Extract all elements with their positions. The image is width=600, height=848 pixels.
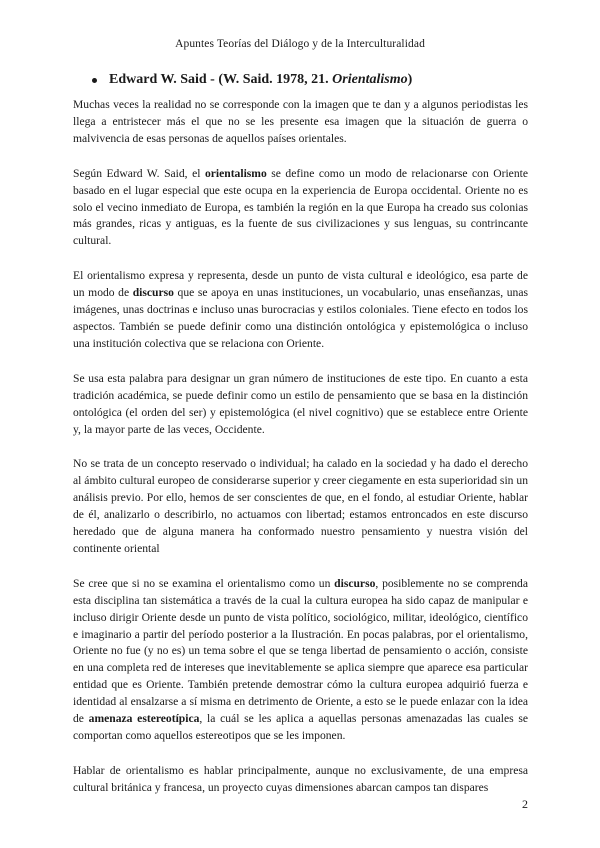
document-body — [73, 97, 528, 815]
heading-text: Edward W. Said - (W. Said. 1978, 21. Orientalismo) — [109, 72, 413, 87]
paragraph-1: Muchas veces la realidad no se corresponde con la imagen que te dan y a algunos periodistas les llega a entristecer más el que no se les presente esa imagen que la situación de guerra o malvivencia de esas personas de aquellos países orientales. — [73, 98, 528, 145]
heading-italic-title: Orientalismo — [332, 72, 408, 87]
term-discurso-2: discurso — [334, 576, 376, 590]
paragraph-2: Según Edward W. Said, el orientalismo se define como un modo de relacionarse con Oriente basado en el lugar especial que este ocupa en la experiencia de Europa occidental. Oriente no es solo el vecino inmediato de Europa, es también la región en la que Europa ha creado sus colonias más grandes, ricas y antiguas, es la fuente de sus civilizaciones y sus lenguas, su contrincante cultural. — [73, 166, 528, 248]
paragraph-3: El orientalismo expresa y representa, desde un punto de vista cultural e ideológico, esa parte de un modo de discurso que se apoya en unas instituciones, un vocabulario, unas enseñanzas, unas imágenes, unas doctrinas e incluso unas burocracias y estilos coloniales. Tiene efecto en todos los aspectos. También se puede definir como una distinción ontológica y epistemológica o incluso una institución colectiva que se relaciona con Oriente. — [73, 269, 528, 350]
paragraph-4: Se usa esta palabra para designar un gran número de instituciones de este tipo. En cuanto a esta tradición académica, se puede definir como un estilo de pensamiento que se basa en la distinción ontológica (el orden del ser) y epistemológica (el nivel cognitivo) que se establece entre Oriente y, la mayor parte de las veces, Occidente. — [73, 371, 528, 436]
paragraph-6: Se cree que si no se examina el orientalismo como un discurso, posiblemente no se comprenda esta disciplina tan sistemática a través de la cual la cultura europea ha sido capaz de manipular e incluso dirigir Oriente desde un punto de vista político, sociológico, militar, ideológico, científico e imaginario a partir del período posterior a la Ilustración. En pocas palabras, por el orientalismo, Oriente no fue (y no es) un tema sobre el que se tenga libertad de pensamiento o acción, consiste en una completa red de intereses que inevitablemente se aplica siempre que aparece esa particular entidad que es Oriente. También pretende demostrar cómo la cultura europea adquirió fuerza e identidad al ensalzarse a sí misma en detrimento de Oriente, a esto se le puede enlazar con la idea de amenaza estereotípica, la cuál se les aplica a aquellas personas amenazadas las cuales se comportan como aquellos estereotipos que se les imponen. — [73, 576, 528, 742]
page-number: 2 — [522, 797, 528, 811]
term-discurso: discurso — [132, 286, 174, 300]
term-amenaza-estereotipica: amenaza estereotípica — [88, 712, 200, 726]
paragraph-7: Hablar de orientalismo es hablar principalmente, aunque no exclusivamente, de una empresa cultural británica y francesa, un proyecto cuyas dimensiones abarcan campos tan dispares — [73, 763, 528, 794]
section-heading — [92, 72, 412, 88]
bullet-icon — [92, 78, 97, 83]
paragraph-5: No se trata de un concepto reservado o individual; ha calado en la sociedad y ha dado el derecho al ámbito cultural europeo de considerarse superior y creer ciegamente en esta superioridad sin un análisis previo. Por ello, hemos de ser conscientes de que, en el fondo, al estudiar Oriente, hablar de él, analizarlo o describirlo, no actuamos con libertad; estamos entroncados en este discurso heredado que de alguna manera ha conformado nuestro pensamiento y nuestra visión del continente oriental — [73, 457, 528, 555]
term-orientalismo: orientalismo — [204, 166, 267, 180]
running-header: Apuntes Teorías del Diálogo y de la Interculturalidad — [175, 38, 425, 50]
